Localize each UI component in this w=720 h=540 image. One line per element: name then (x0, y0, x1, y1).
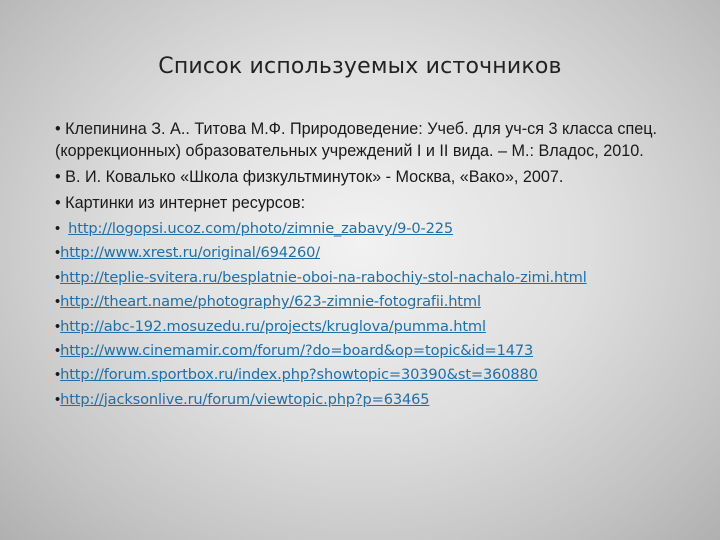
source-link-5[interactable]: http://abc-192.mosuzedu.ru/projects/kruglova/pumma.html (60, 317, 486, 335)
link-row (55, 219, 695, 239)
link-row (55, 268, 695, 288)
sources-list (55, 119, 695, 414)
bullet: • (55, 391, 61, 408)
bullet: • (55, 342, 61, 359)
link-row (55, 390, 695, 410)
source-link-8[interactable]: http://jacksonlive.ru/forum/viewtopic.php?p=63465 (60, 390, 430, 408)
source-link-3[interactable]: http://teplie-svitera.ru/besplatnie-oboi-na-rabochiy-stol-nachalo-zimi.html (60, 268, 587, 286)
link-row (55, 317, 695, 337)
link-row (55, 365, 695, 385)
bullet: • (55, 221, 61, 237)
link-row (55, 341, 695, 361)
source-link-2[interactable]: http://www.xrest.ru/original/694260/ (60, 244, 321, 262)
slide-title: Список используемых источников (158, 54, 562, 79)
link-row (55, 292, 695, 312)
bullet: • (55, 245, 61, 262)
source-item-book-1: • Клепинина З. А.. Титова М.Ф. Природоведение: Учеб. для уч-ся 3 класса спец. (коррекционных) образовательных учреждений I и II вида. – М.: Владос, 2010. (55, 120, 658, 160)
bullet: • (55, 367, 61, 384)
source-link-4[interactable]: http://theart.name/photography/623-zimnie-fotografii.html (60, 293, 481, 311)
source-link-1[interactable]: http://logopsi.ucoz.com/photo/zimnie_zabavy/9-0-225 (68, 220, 454, 237)
bullet: • (55, 294, 61, 311)
source-link-7[interactable]: http://forum.sportbox.ru/index.php?showtopic=30390&st=360880 (60, 366, 538, 384)
source-item-book-2: • В. И. Ковалько «Школа физкультминуток» - Москва, «Вако», 2007. (55, 168, 564, 186)
source-item-internet-heading: • Картинки из интернет ресурсов: (55, 194, 306, 212)
bullet: • (55, 318, 61, 335)
bullet: • (55, 269, 61, 286)
link-row (55, 243, 695, 263)
source-link-6[interactable]: http://www.cinemamir.com/forum/?do=board&op=topic&id=1473 (60, 341, 534, 359)
